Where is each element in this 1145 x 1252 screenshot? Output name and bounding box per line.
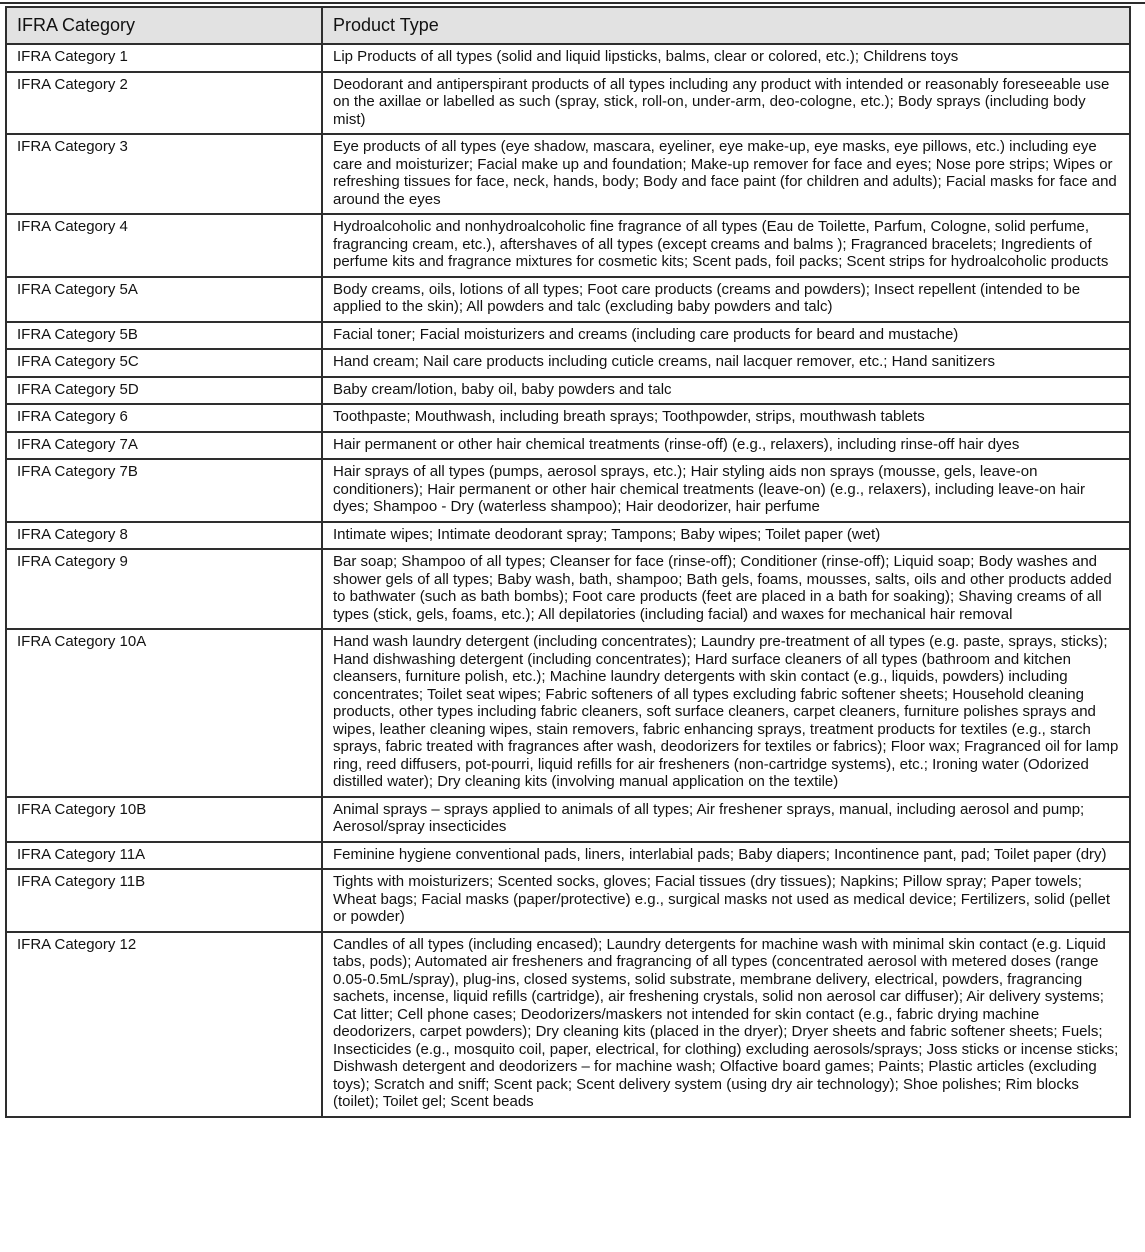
product-type-cell: Animal sprays – sprays applied to animals of all types; Air freshener sprays, manual, including aerosol and pump; Aerosol/spray insecticides <box>322 797 1130 842</box>
ifra-category-table <box>5 6 1131 1118</box>
product-type-cell: Hair permanent or other hair chemical treatments (rinse-off) (e.g., relaxers), including rinse-off hair dyes <box>322 432 1130 460</box>
table-row <box>6 549 1130 629</box>
category-cell: IFRA Category 11B <box>6 869 322 932</box>
product-type-cell: Lip Products of all types (solid and liquid lipsticks, balms, clear or colored, etc.); Childrens toys <box>322 44 1130 72</box>
category-cell: IFRA Category 12 <box>6 932 322 1117</box>
product-type-cell: Hair sprays of all types (pumps, aerosol sprays, etc.); Hair styling aids non sprays (mousse, gels, leave-on conditioners); Hair permanent or other hair chemical treatments (leave-on) (e.g., relaxers), including leave-on hair dyes; Shampoo - Dry (waterless shampoo); Hair deodorizer, hair perfume <box>322 459 1130 522</box>
table-row <box>6 797 1130 842</box>
header-row <box>6 7 1130 44</box>
table-row <box>6 214 1130 277</box>
product-type-cell: Bar soap; Shampoo of all types; Cleanser for face (rinse-off); Conditioner (rinse-off); Liquid soap; Body washes and shower gels of all types; Baby wash, bath, shampoo; Bath gels, foams, mousses, salts, oils and other products added to bathwater (such as bath bombs); Foot care products (feet are placed in a bath for soaking); Shaving creams of all types (stick, gels, foams, etc.); All depilatories (including facial) and waxes for mechanical hair removal <box>322 549 1130 629</box>
table-row <box>6 932 1130 1117</box>
table-row <box>6 322 1130 350</box>
category-cell: IFRA Category 7B <box>6 459 322 522</box>
table-row <box>6 349 1130 377</box>
table-row <box>6 277 1130 322</box>
table-row <box>6 869 1130 932</box>
table-row <box>6 134 1130 214</box>
product-type-cell: Facial toner; Facial moisturizers and creams (including care products for beard and mustache) <box>322 322 1130 350</box>
product-type-cell: Intimate wipes; Intimate deodorant spray; Tampons; Baby wipes; Toilet paper (wet) <box>322 522 1130 550</box>
table-row <box>6 377 1130 405</box>
category-cell: IFRA Category 8 <box>6 522 322 550</box>
top-divider <box>0 2 1145 4</box>
product-type-cell: Feminine hygiene conventional pads, liners, interlabial pads; Baby diapers; Incontinence pant, pad; Toilet paper (dry) <box>322 842 1130 870</box>
column-header-product-type: Product Type <box>322 7 1130 44</box>
table-row <box>6 432 1130 460</box>
category-cell: IFRA Category 10B <box>6 797 322 842</box>
product-type-cell: Body creams, oils, lotions of all types; Foot care products (creams and powders); Insect repellent (intended to be applied to the skin); All powders and talc (excluding baby powders and talc) <box>322 277 1130 322</box>
category-cell: IFRA Category 5A <box>6 277 322 322</box>
table-row <box>6 44 1130 72</box>
table-row <box>6 459 1130 522</box>
product-type-cell: Deodorant and antiperspirant products of all types including any product with intended or reasonably foreseeable use on the axillae or labelled as such (spray, stick, roll-on, under-arm, deo-cologne, etc.); Body sprays (including body mist) <box>322 72 1130 135</box>
category-cell: IFRA Category 11A <box>6 842 322 870</box>
category-cell: IFRA Category 9 <box>6 549 322 629</box>
category-cell: IFRA Category 2 <box>6 72 322 135</box>
product-type-cell: Candles of all types (including encased); Laundry detergents for machine wash with minimal skin contact (e.g. Liquid tabs, pods); Automated air fresheners and fragrancing of all types (concentrated aerosol with metered doses (range 0.05-0.5mL/spray), plug-ins, closed systems, solid substrate, membrane delivery, electrical, powders, fragrancing sachets, incense, liquid refills (cartridge), air freshening crystals, solid non aerosol car diffuser); Air delivery systems; Cat litter; Cell phone cases; Deodorizers/maskers not intended for skin contact (e.g., fabric drying machine deodorizers, carpet powders); Dry cleaning kits (placed in the dryer); Dryer sheets and fabric softener sheets; Fuels; Insecticides (e.g., mosquito coil, paper, electrical, for clothing) excluding aerosols/sprays; Joss sticks or incense sticks; Dishwash detergent and deodorizers – for machine wash; Olfactive board games; Paints; Plastic articles (excluding toys); Scratch and sniff; Scent pack; Scent delivery system (using dry air technology); Shoe polishes; Rim blocks (toilet); Toilet gel; Scent beads <box>322 932 1130 1117</box>
category-cell: IFRA Category 5B <box>6 322 322 350</box>
table-row <box>6 404 1130 432</box>
product-type-cell: Hand cream; Nail care products including cuticle creams, nail lacquer remover, etc.; Hand sanitizers <box>322 349 1130 377</box>
table-row <box>6 842 1130 870</box>
product-type-cell: Hand wash laundry detergent (including concentrates); Laundry pre-treatment of all types (e.g. paste, sprays, sticks); Hand dishwashing detergent (including concentrates); Hard surface cleaners of all types (bathroom and kitchen cleansers, furniture polish, etc.); Machine laundry detergents with skin contact (e.g., liquids, powders) including concentrates; Toilet seat wipes; Fabric softeners of all types excluding fabric softener sheets; Household cleaning products, other types including fabric cleaners, soft surface cleaners, carpet cleaners, furniture polishes sprays and wipes, leather cleaning wipes, stain removers, fabric enhancing sprays, treatment products for textiles (e.g., starch sprays, fabric treated with fragrances after wash, deodorizers for textiles or fabrics); Floor wax; Fragranced oil for lamp ring, reed diffusers, pot-pourri, liquid refills for air fresheners (non-cartridge systems), etc.; Ironing water (Odorized distilled water); Dry cleaning kits (involving manual application on the textile) <box>322 629 1130 797</box>
table-row <box>6 522 1130 550</box>
category-cell: IFRA Category 3 <box>6 134 322 214</box>
category-cell: IFRA Category 10A <box>6 629 322 797</box>
product-type-cell: Hydroalcoholic and nonhydroalcoholic fine fragrance of all types (Eau de Toilette, Parfum, Cologne, solid perfume, fragrancing cream, etc.), aftershaves of all types (except creams and balms ); Fragranced bracelets; Ingredients of perfume kits and fragrance mixtures for cosmetic kits; Scent pads, foil packs; Scent strips for hydroalcoholic products <box>322 214 1130 277</box>
product-type-cell: Tights with moisturizers; Scented socks, gloves; Facial tissues (dry tissues); Napkins; Pillow spray; Paper towels; Wheat bags; Facial masks (paper/protective) e.g., surgical masks not used as medical device; Fertilizers, solid (pellet or powder) <box>322 869 1130 932</box>
category-cell: IFRA Category 7A <box>6 432 322 460</box>
table-row <box>6 629 1130 797</box>
product-type-cell: Baby cream/lotion, baby oil, baby powders and talc <box>322 377 1130 405</box>
category-cell: IFRA Category 5C <box>6 349 322 377</box>
product-type-cell: Toothpaste; Mouthwash, including breath sprays; Toothpowder, strips, mouthwash tablets <box>322 404 1130 432</box>
category-cell: IFRA Category 1 <box>6 44 322 72</box>
category-cell: IFRA Category 4 <box>6 214 322 277</box>
table-row <box>6 72 1130 135</box>
category-cell: IFRA Category 5D <box>6 377 322 405</box>
column-header-ifra-category: IFRA Category <box>6 7 322 44</box>
product-type-cell: Eye products of all types (eye shadow, mascara, eyeliner, eye make-up, eye masks, eye pillows, etc.) including eye care and moisturizer; Facial make up and foundation; Make-up remover for face and eyes; Nose pore strips; Wipes or refreshing tissues for face, neck, hands, body; Body and face paint (for children and adults); Facial masks for face and around the eyes <box>322 134 1130 214</box>
category-cell: IFRA Category 6 <box>6 404 322 432</box>
